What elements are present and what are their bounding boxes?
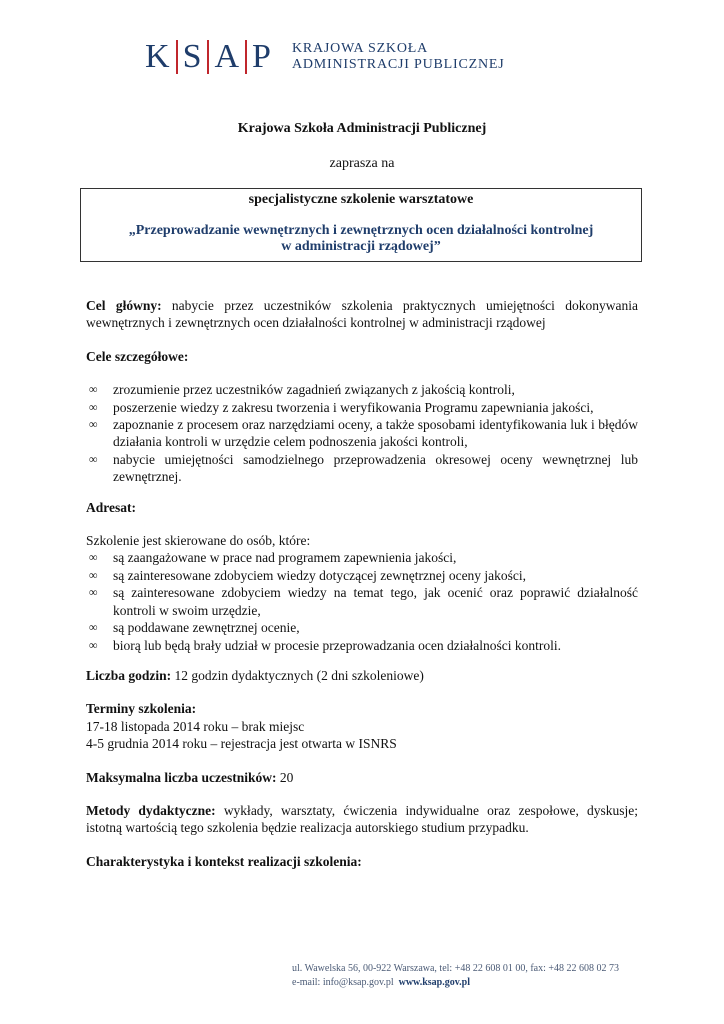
list-item: ∞ zapoznanie z procesem oraz narzędziami oceny, a także sposobami identyfikowania luk i błędów działania kontroli w urzędzie celem podnoszenia jakości kontroli, — [86, 416, 638, 451]
training-title-line-2: w administracji rządowej” — [281, 239, 441, 254]
list-item: ∞ nabycie umiejętności samodzielnego przeprowadzenia okresowej oceny wewnętrznej lub zewnętrznej. — [86, 451, 638, 486]
invite-text: zaprasza na — [329, 156, 395, 171]
list-item: ∞ biorą lub będą brały udział w procesie przeprowadzania ocen działalności kontroli. — [86, 637, 638, 654]
characteristics-heading: Charakterystyka i kontekst realizacji szkolenia: — [86, 853, 362, 869]
list-item: ∞ są zainteresowane zdobyciem wiedzy dotyczącej zewnętrznej oceny jakości, — [86, 567, 638, 584]
footer — [292, 962, 619, 990]
main-goal — [86, 297, 638, 332]
training-title-line-1: „Przeprowadzanie wewnętrznych i zewnętrznych ocen działalności kontrolnej — [128, 223, 594, 238]
logo-separator — [207, 40, 209, 74]
training-type: specjalistyczne szkolenie warsztatowe — [248, 192, 474, 207]
logo-letter-a: A — [214, 38, 241, 75]
logo-letter-s: S — [182, 38, 203, 75]
main-goal-text: nabycie przez uczestników szkolenia praktycznych umiejętności dokonywania wewnętrznych i zewnętrznych ocen działalności kontrolnej w administracji rządowej — [86, 298, 638, 331]
logo-mark — [145, 38, 272, 76]
logo-text — [292, 41, 505, 73]
methods-label: Metody dydaktyczne: — [86, 802, 216, 818]
methods — [86, 802, 638, 837]
list-item: ∞ są zaangażowane w prace nad programem zapewnienia jakości, — [86, 549, 638, 566]
footer-contact — [292, 976, 619, 990]
audience-heading: Adresat: — [86, 499, 136, 515]
logo-separator — [176, 40, 178, 74]
date-line-2: 4-5 grudnia 2014 roku – rejestracja jest otwarta w ISNRS — [86, 736, 397, 752]
audience-intro: Szkolenie jest skierowane do osób, które: — [86, 533, 311, 549]
date-line-1: 17-18 listopada 2014 roku – brak miejsc — [86, 718, 305, 734]
logo-separator — [245, 40, 247, 74]
hours-label: Liczba godzin: — [86, 667, 172, 683]
document-body — [86, 297, 638, 870]
objectives-list — [86, 381, 638, 485]
max-participants-label: Maksymalna liczba uczestników: — [86, 769, 277, 785]
ksap-logo — [145, 38, 504, 76]
objectives-heading: Cele szczegółowe: — [86, 348, 189, 364]
logo-line-2: ADMINISTRACJI PUBLICZNEJ — [291, 57, 505, 72]
footer-email: e-mail: info@ksap.gov.pl — [292, 977, 394, 988]
logo-letter-k: K — [145, 38, 171, 75]
list-item: ∞ są poddawane zewnętrznej ocenie, — [86, 619, 638, 636]
logo-line-1: KRAJOWA SZKOŁA — [291, 41, 429, 56]
max-participants — [86, 769, 638, 786]
footer-website-link[interactable]: www.ksap.gov.pl — [398, 977, 471, 988]
max-participants-value: 20 — [276, 769, 294, 785]
footer-address: ul. Wawelska 56, 00-922 Warszawa, tel: +48 22 608 01 00, fax: +48 22 608 02 73 — [292, 963, 620, 974]
training-title-box — [80, 188, 642, 262]
audience-list — [86, 549, 638, 653]
organization-name: Krajowa Szkoła Administracji Publicznej — [237, 121, 487, 136]
list-item: ∞ poszerzenie wiedzy z zakresu tworzenia i weryfikowania Programu zapewniania jakości, — [86, 399, 638, 416]
methods-text: wykłady, warsztaty, ćwiczenia indywidualne oraz zespołowe, dyskusje; istotną wartością tego szkolenia będzie realizacja autorskiego studium przypadku. — [86, 802, 638, 836]
main-goal-label: Cel główny: — [86, 298, 162, 313]
dates-heading: Terminy szkolenia: — [86, 701, 197, 717]
list-item: ∞ są zainteresowane zdobyciem wiedzy na temat tego, jak ocenić oraz poprawić działalność kontroli w swoim urzędzie, — [86, 584, 638, 619]
logo-letter-p: P — [252, 38, 272, 75]
list-item: ∞ zrozumienie przez uczestników zagadnień związanych z jakością kontroli, — [86, 381, 638, 398]
training-title — [81, 223, 641, 255]
hours — [86, 667, 638, 684]
hours-text: 12 godzin dydaktycznych (2 dni szkoleniowe) — [171, 667, 424, 683]
